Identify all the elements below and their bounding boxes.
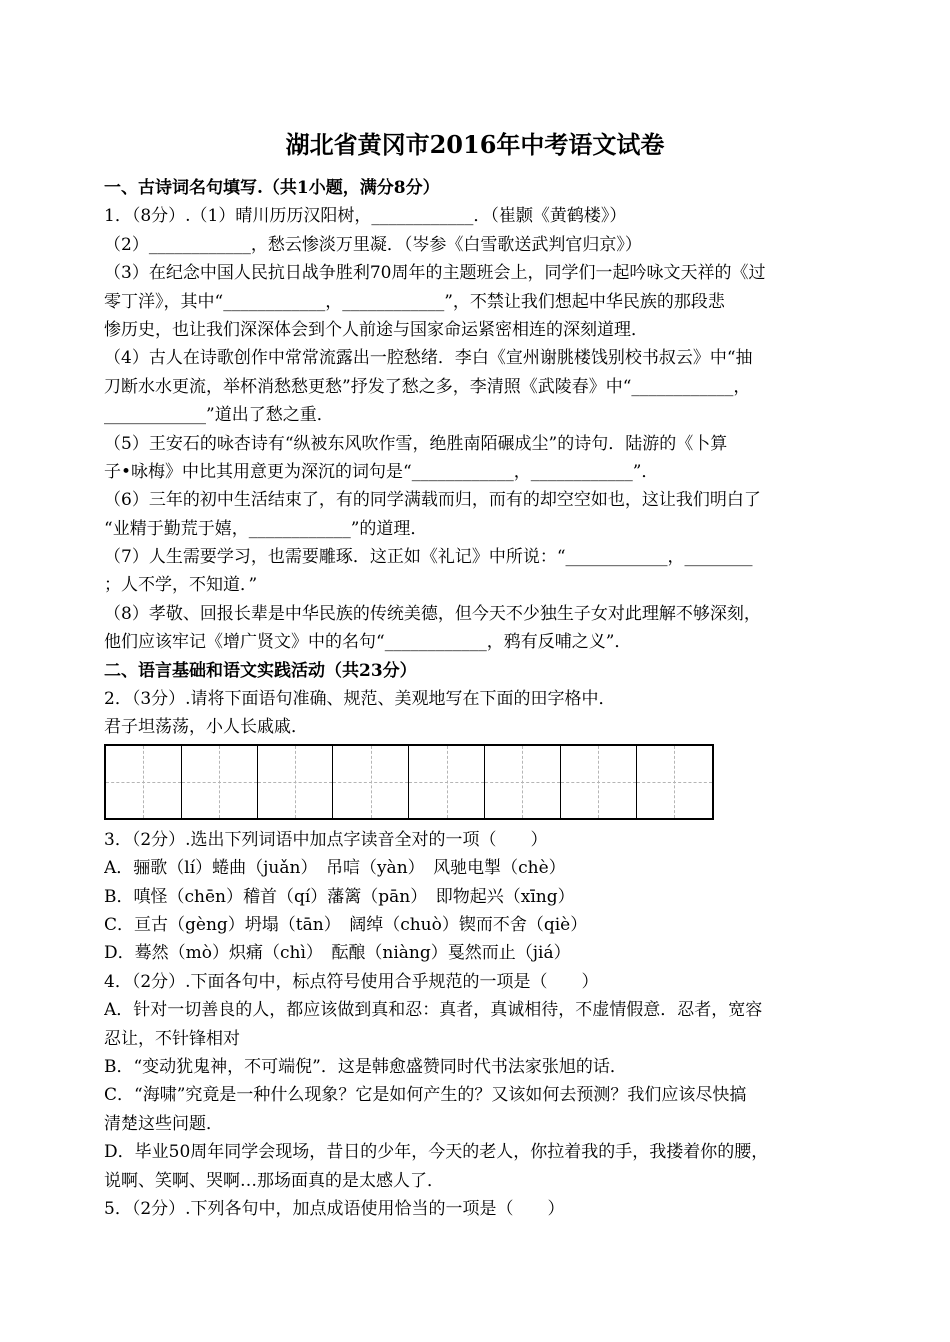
- text-line: 5．（2分）.下列各句中，加点成语使用恰当的一项是（ ）: [104, 1198, 565, 1219]
- text-line: 零丁洋》，其中“____________，____________”，不禁让我们想起中华民族的那段悲: [104, 291, 725, 312]
- text-line: （8）孝敬、回报长辈是中华民族的传统美德，但今天不少独生子女对此理解不够深刻，: [104, 603, 761, 624]
- text-line: B．“变动犹鬼神，不可端倪”．这是韩愈盛赞同时代书法家张旭的话．: [104, 1056, 627, 1077]
- text-line: 3．（2分）.选出下列词语中加点字读音全对的一项（ ）: [104, 829, 548, 850]
- text-line: 君子坦荡荡，小人长戚戚．: [104, 717, 308, 738]
- section-one-block: [104, 174, 846, 742]
- section-heading: 一、古诗词名句填写.（共1小题，满分8分）: [104, 178, 440, 198]
- text-line: A．针对一切善良的人，都应该做到真和忍：真者，真诚相待，不虚情假意．忍者，宽容: [104, 1000, 763, 1021]
- grid-guide-vertical: [447, 746, 448, 818]
- text-line: （7）人生需要学习，也需要雕琢．这正如《礼记》中所说：“____________，________: [104, 547, 753, 568]
- text-line: （5）王安石的咏杏诗有“纵被东风吹作雪，绝胜南陌碾成尘”的诗句．陆游的《卜算: [104, 433, 728, 454]
- grid-guide-vertical: [522, 746, 523, 818]
- tianzige-cell[interactable]: [485, 746, 561, 818]
- text-line: 刀断水水更流，举杯消愁愁更愁”抒发了愁之多，李清照《武陵春》中“____________，: [104, 376, 751, 397]
- grid-guide-vertical: [371, 746, 372, 818]
- text-line: （3）在纪念中国人民抗日战争胜利70周年的主题班会上，同学们一起吟咏文天祥的《过: [104, 263, 766, 284]
- text-line: A．骊歌（lí）蜷曲（juǎn） 吊唁（yàn） 风驰电掣（chè）: [104, 858, 566, 879]
- tianzige-cell[interactable]: [182, 746, 258, 818]
- tianzige-cell[interactable]: [409, 746, 485, 818]
- text-line: B．嗔怪（chēn）稽首（qí）藩篱（pān） 即物起兴（xīng）: [104, 886, 575, 907]
- text-line: 清楚这些问题．: [104, 1113, 223, 1134]
- text-line: 子•咏梅》中比其用意更为深沉的词句是“____________，____________”．: [104, 461, 659, 482]
- text-line: ____________”道出了愁之重．: [104, 405, 334, 426]
- text-line: 忍让，不针锋相对: [104, 1028, 240, 1049]
- tianzige-cell[interactable]: [258, 746, 334, 818]
- text-line: （6）三年的初中生活结束了，有的同学满载而归，而有的却空空如也，这让我们明白了: [104, 490, 761, 511]
- section-two-block: [104, 826, 846, 1223]
- grid-guide-vertical: [674, 746, 675, 818]
- text-line: 1．（8分）.（1）晴川历历汉阳树，____________．（崔颢《黄鹤楼》）: [104, 206, 627, 227]
- grid-guide-vertical: [143, 746, 144, 818]
- tianzige-row: [104, 742, 846, 826]
- tianzige-cell[interactable]: [106, 746, 182, 818]
- text-line: （2）____________，愁云惨淡万里凝．（岑参《白雪歌送武判官归京》）: [104, 234, 642, 255]
- text-line: D．蓦然（mò）炽痛（chì） 酝酿（niàng）戛然而止（jiá）: [104, 943, 571, 964]
- question-body: [104, 174, 846, 1223]
- text-line: D．毕业50周年同学会现场，昔日的少年，今天的老人，你拉着我的手，我搂着你的腰，: [104, 1142, 769, 1163]
- grid-guide-vertical: [295, 746, 296, 818]
- text-line: “业精于勤荒于嬉，____________”的道理．: [104, 518, 428, 539]
- page-title: 湖北省黄冈市2016年中考语文试卷: [285, 130, 665, 159]
- text-line: ；人不学，不知道．”: [104, 575, 258, 596]
- text-line: 惨历史，也让我们深深体会到个人前途与国家命运紧密相连的深刻道理．: [104, 319, 648, 340]
- tianzige-grid: [104, 744, 714, 820]
- tianzige-cell[interactable]: [637, 746, 713, 818]
- grid-guide-vertical: [219, 746, 220, 818]
- grid-guide-vertical: [598, 746, 599, 818]
- text-line: 2．（3分）.请将下面语句准确、规范、美观地写在下面的田字格中．: [104, 689, 616, 710]
- text-line: C．“海啸”究竟是一种什么现象？它是如何产生的？又该如何去预测？我们应该尽快搞: [104, 1085, 747, 1106]
- text-line: C．亘古（gèng）坍塌（tān） 阔绰（chuò）锲而不舍（qiè）: [104, 914, 588, 935]
- tianzige-cell[interactable]: [333, 746, 409, 818]
- section-heading: 二、语言基础和语文实践活动（共23分）: [104, 660, 417, 681]
- text-line: （4）古人在诗歌创作中常常流露出一腔愁绪．李白《宣州谢朓楼饯别校书叔云》中“抽: [104, 348, 753, 369]
- tianzige-cell[interactable]: [561, 746, 637, 818]
- text-line: 4．（2分）.下面各句中，标点符号使用合乎规范的一项是（ ）: [104, 971, 599, 992]
- text-line: 他们应该牢记《增广贤文》中的名句“____________，鸦有反哺之义”．: [104, 632, 632, 653]
- text-line: 说啊、笑啊、哭啊…那场面真的是太感人了．: [104, 1170, 444, 1191]
